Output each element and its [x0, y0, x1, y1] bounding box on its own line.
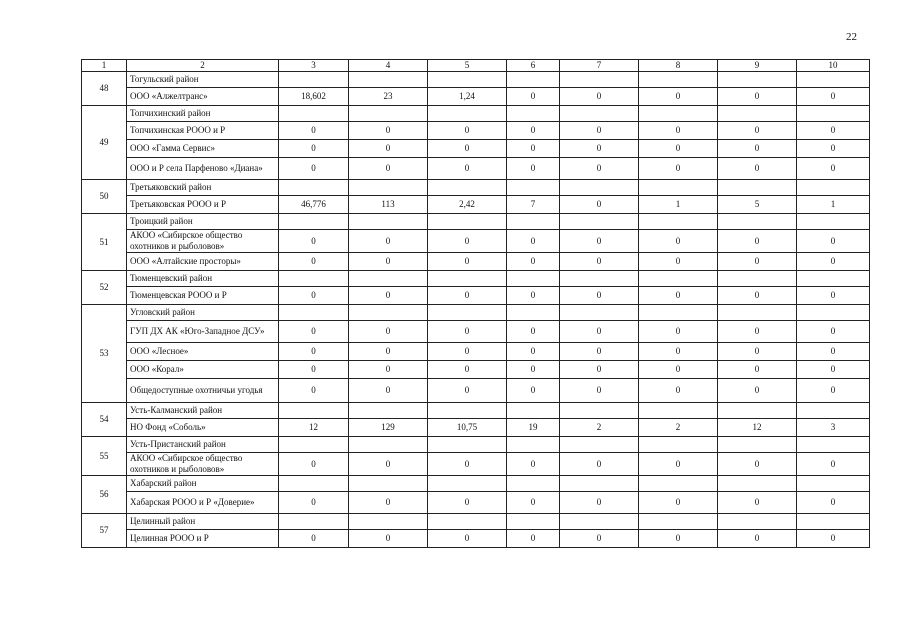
value-cell: 0: [507, 140, 560, 158]
table-row: [82, 343, 870, 361]
value-cell: 3: [797, 419, 870, 437]
empty-cell: [349, 403, 428, 419]
value-cell: 0: [428, 379, 507, 403]
organization-name: ООО и Р села Парфеново «Диана»: [127, 158, 279, 180]
value-cell: 0: [718, 492, 797, 514]
value-cell: 0: [639, 379, 718, 403]
value-cell: 0: [279, 379, 349, 403]
table-body: [82, 72, 870, 548]
empty-cell: [279, 106, 349, 122]
empty-cell: [279, 214, 349, 230]
value-cell: 0: [560, 230, 639, 253]
value-cell: 0: [507, 287, 560, 305]
value-cell: 0: [507, 343, 560, 361]
empty-cell: [349, 271, 428, 287]
value-cell: 0: [279, 453, 349, 476]
empty-cell: [639, 476, 718, 492]
row-number: 57: [82, 514, 127, 548]
empty-cell: [279, 180, 349, 196]
value-cell: 0: [349, 158, 428, 180]
empty-cell: [718, 476, 797, 492]
value-cell: 1: [797, 196, 870, 214]
value-cell: 0: [639, 343, 718, 361]
table-row: [82, 453, 870, 476]
value-cell: 0: [560, 88, 639, 106]
value-cell: 0: [718, 287, 797, 305]
empty-cell: [279, 305, 349, 321]
table-row: [82, 361, 870, 379]
value-cell: 129: [349, 419, 428, 437]
table-row: [82, 230, 870, 253]
empty-cell: [797, 214, 870, 230]
value-cell: 12: [718, 419, 797, 437]
value-cell: 0: [639, 253, 718, 271]
empty-cell: [507, 403, 560, 419]
value-cell: 1: [639, 196, 718, 214]
value-cell: 0: [428, 253, 507, 271]
value-cell: 0: [797, 361, 870, 379]
value-cell: 0: [797, 492, 870, 514]
value-cell: 0: [797, 321, 870, 343]
column-header: 10: [797, 60, 870, 72]
district-name: Третьяковский район: [127, 180, 279, 196]
value-cell: 0: [349, 287, 428, 305]
value-cell: 10,75: [428, 419, 507, 437]
value-cell: 0: [560, 492, 639, 514]
empty-cell: [560, 403, 639, 419]
value-cell: 0: [718, 321, 797, 343]
empty-cell: [797, 476, 870, 492]
empty-cell: [560, 476, 639, 492]
empty-cell: [279, 403, 349, 419]
value-cell: 0: [718, 361, 797, 379]
district-row: [82, 271, 870, 287]
value-cell: 5: [718, 196, 797, 214]
empty-cell: [639, 271, 718, 287]
value-cell: 2,42: [428, 196, 507, 214]
value-cell: 19: [507, 419, 560, 437]
value-cell: 0: [507, 453, 560, 476]
table-row: [82, 321, 870, 343]
value-cell: 0: [507, 321, 560, 343]
value-cell: 0: [428, 321, 507, 343]
empty-cell: [349, 180, 428, 196]
empty-cell: [718, 305, 797, 321]
value-cell: 0: [718, 379, 797, 403]
value-cell: 0: [797, 230, 870, 253]
value-cell: 0: [560, 530, 639, 548]
organization-name: Хабарская РООО и Р «Доверие»: [127, 492, 279, 514]
empty-cell: [797, 271, 870, 287]
row-number: 53: [82, 305, 127, 403]
value-cell: 0: [349, 379, 428, 403]
district-row: [82, 72, 870, 88]
value-cell: 0: [718, 158, 797, 180]
district-row: [82, 476, 870, 492]
value-cell: 0: [349, 530, 428, 548]
empty-cell: [279, 437, 349, 453]
value-cell: 0: [718, 122, 797, 140]
value-cell: 2: [639, 419, 718, 437]
district-name: Топчихинский район: [127, 106, 279, 122]
empty-cell: [718, 514, 797, 530]
empty-cell: [797, 106, 870, 122]
value-cell: 0: [797, 88, 870, 106]
empty-cell: [639, 72, 718, 88]
empty-cell: [560, 271, 639, 287]
empty-cell: [507, 437, 560, 453]
value-cell: 0: [560, 379, 639, 403]
empty-cell: [718, 437, 797, 453]
empty-cell: [560, 72, 639, 88]
value-cell: 0: [507, 122, 560, 140]
value-cell: 0: [349, 492, 428, 514]
empty-cell: [507, 514, 560, 530]
empty-cell: [507, 106, 560, 122]
value-cell: 0: [639, 287, 718, 305]
value-cell: 0: [797, 343, 870, 361]
organization-name: ГУП ДХ АК «Юго-Западное ДСУ»: [127, 321, 279, 343]
empty-cell: [279, 72, 349, 88]
row-number: 52: [82, 271, 127, 305]
table-row: [82, 196, 870, 214]
row-number: 48: [82, 72, 127, 106]
empty-cell: [639, 305, 718, 321]
table-row: [82, 140, 870, 158]
value-cell: 0: [639, 321, 718, 343]
table-row: [82, 122, 870, 140]
value-cell: 0: [507, 88, 560, 106]
value-cell: 0: [507, 158, 560, 180]
value-cell: 0: [639, 230, 718, 253]
value-cell: 0: [560, 453, 639, 476]
value-cell: 0: [279, 140, 349, 158]
value-cell: 113: [349, 196, 428, 214]
district-row: [82, 180, 870, 196]
empty-cell: [797, 180, 870, 196]
value-cell: 0: [718, 530, 797, 548]
value-cell: 0: [560, 158, 639, 180]
value-cell: 0: [639, 122, 718, 140]
empty-cell: [639, 403, 718, 419]
value-cell: 0: [428, 287, 507, 305]
organization-name: Тюменцевская РООО и Р: [127, 287, 279, 305]
value-cell: 0: [639, 158, 718, 180]
value-cell: 0: [428, 343, 507, 361]
empty-cell: [349, 72, 428, 88]
empty-cell: [507, 305, 560, 321]
value-cell: 0: [560, 122, 639, 140]
empty-cell: [639, 437, 718, 453]
empty-cell: [428, 214, 507, 230]
value-cell: 0: [560, 140, 639, 158]
empty-cell: [718, 106, 797, 122]
value-cell: 0: [639, 88, 718, 106]
empty-cell: [349, 476, 428, 492]
value-cell: 0: [279, 158, 349, 180]
value-cell: 2: [560, 419, 639, 437]
value-cell: 0: [507, 253, 560, 271]
value-cell: 0: [797, 530, 870, 548]
column-header: 4: [349, 60, 428, 72]
district-row: [82, 437, 870, 453]
value-cell: 12: [279, 419, 349, 437]
value-cell: 46,776: [279, 196, 349, 214]
table-row: [82, 530, 870, 548]
value-cell: 0: [279, 530, 349, 548]
empty-cell: [428, 403, 507, 419]
value-cell: 0: [797, 122, 870, 140]
empty-cell: [428, 271, 507, 287]
organization-name: ООО «Лесное»: [127, 343, 279, 361]
empty-cell: [349, 106, 428, 122]
empty-cell: [349, 514, 428, 530]
table-row: [82, 158, 870, 180]
empty-cell: [797, 305, 870, 321]
empty-cell: [797, 437, 870, 453]
value-cell: 0: [279, 122, 349, 140]
district-row: [82, 106, 870, 122]
district-row: [82, 514, 870, 530]
empty-cell: [718, 72, 797, 88]
value-cell: 0: [349, 230, 428, 253]
row-number: 49: [82, 106, 127, 180]
column-header: 2: [127, 60, 279, 72]
value-cell: 0: [349, 453, 428, 476]
empty-cell: [349, 437, 428, 453]
column-header-row: [82, 60, 870, 72]
empty-cell: [639, 214, 718, 230]
value-cell: 0: [279, 253, 349, 271]
value-cell: 0: [428, 140, 507, 158]
value-cell: 0: [507, 230, 560, 253]
value-cell: 7: [507, 196, 560, 214]
empty-cell: [428, 180, 507, 196]
value-cell: 0: [349, 253, 428, 271]
empty-cell: [718, 403, 797, 419]
empty-cell: [560, 514, 639, 530]
value-cell: 0: [560, 253, 639, 271]
organization-name: ООО «Корал»: [127, 361, 279, 379]
empty-cell: [507, 180, 560, 196]
empty-cell: [797, 514, 870, 530]
empty-cell: [428, 106, 507, 122]
empty-cell: [797, 403, 870, 419]
empty-cell: [428, 72, 507, 88]
value-cell: 0: [507, 361, 560, 379]
empty-cell: [279, 271, 349, 287]
table-row: [82, 287, 870, 305]
value-cell: 0: [279, 230, 349, 253]
empty-cell: [349, 305, 428, 321]
value-cell: 0: [560, 361, 639, 379]
value-cell: 0: [428, 230, 507, 253]
value-cell: 0: [279, 321, 349, 343]
empty-cell: [279, 476, 349, 492]
value-cell: 0: [507, 379, 560, 403]
empty-cell: [428, 437, 507, 453]
district-name: Усть-Калманский район: [127, 403, 279, 419]
value-cell: 0: [349, 361, 428, 379]
value-cell: 0: [797, 158, 870, 180]
value-cell: 0: [718, 253, 797, 271]
value-cell: 0: [797, 453, 870, 476]
value-cell: 0: [718, 88, 797, 106]
row-number: 50: [82, 180, 127, 214]
empty-cell: [718, 271, 797, 287]
value-cell: 0: [560, 343, 639, 361]
empty-cell: [349, 214, 428, 230]
organization-name: Общедоступные охотничьи угодья: [127, 379, 279, 403]
empty-cell: [639, 514, 718, 530]
empty-cell: [507, 72, 560, 88]
value-cell: 0: [428, 453, 507, 476]
value-cell: 0: [560, 196, 639, 214]
empty-cell: [560, 106, 639, 122]
empty-cell: [279, 514, 349, 530]
empty-cell: [560, 305, 639, 321]
organization-name: ООО «Гамма Сервис»: [127, 140, 279, 158]
district-name: Усть-Пристанский район: [127, 437, 279, 453]
empty-cell: [428, 305, 507, 321]
empty-cell: [718, 180, 797, 196]
value-cell: 0: [507, 530, 560, 548]
empty-cell: [639, 106, 718, 122]
empty-cell: [797, 72, 870, 88]
empty-cell: [560, 214, 639, 230]
value-cell: 0: [279, 343, 349, 361]
district-name: Троицкий район: [127, 214, 279, 230]
table-row: [82, 492, 870, 514]
value-cell: 0: [639, 361, 718, 379]
column-header: 3: [279, 60, 349, 72]
empty-cell: [639, 180, 718, 196]
column-header: 8: [639, 60, 718, 72]
value-cell: 18,602: [279, 88, 349, 106]
organization-name: НО Фонд «Соболь»: [127, 419, 279, 437]
value-cell: 1,24: [428, 88, 507, 106]
value-cell: 0: [428, 122, 507, 140]
value-cell: 0: [639, 492, 718, 514]
value-cell: 0: [639, 140, 718, 158]
value-cell: 0: [797, 140, 870, 158]
value-cell: 0: [718, 453, 797, 476]
organization-name: ООО «Алтайские просторы»: [127, 253, 279, 271]
table-row: [82, 419, 870, 437]
value-cell: 0: [718, 343, 797, 361]
value-cell: 0: [349, 321, 428, 343]
value-cell: 0: [279, 361, 349, 379]
value-cell: 0: [428, 530, 507, 548]
empty-cell: [507, 214, 560, 230]
table-row: [82, 379, 870, 403]
value-cell: 0: [507, 492, 560, 514]
column-header: 5: [428, 60, 507, 72]
column-header: 1: [82, 60, 127, 72]
value-cell: 0: [428, 361, 507, 379]
empty-cell: [507, 271, 560, 287]
value-cell: 0: [639, 453, 718, 476]
row-number: 54: [82, 403, 127, 437]
value-cell: 0: [349, 343, 428, 361]
column-header: 9: [718, 60, 797, 72]
value-cell: 0: [279, 287, 349, 305]
district-name: Хабарский район: [127, 476, 279, 492]
row-number: 56: [82, 476, 127, 514]
value-cell: 0: [560, 287, 639, 305]
value-cell: 0: [797, 379, 870, 403]
value-cell: 0: [718, 230, 797, 253]
column-header: 6: [507, 60, 560, 72]
district-name: Угловский район: [127, 305, 279, 321]
data-table: [81, 59, 870, 548]
value-cell: 0: [797, 287, 870, 305]
empty-cell: [560, 437, 639, 453]
empty-cell: [718, 214, 797, 230]
empty-cell: [507, 476, 560, 492]
table-row: [82, 88, 870, 106]
district-name: Целинный район: [127, 514, 279, 530]
value-cell: 0: [279, 492, 349, 514]
table-row: [82, 253, 870, 271]
value-cell: 0: [639, 530, 718, 548]
district-row: [82, 305, 870, 321]
district-row: [82, 403, 870, 419]
district-row: [82, 214, 870, 230]
row-number: 51: [82, 214, 127, 271]
column-header: 7: [560, 60, 639, 72]
district-name: Тогульский район: [127, 72, 279, 88]
value-cell: 0: [428, 492, 507, 514]
row-number: 55: [82, 437, 127, 476]
value-cell: 0: [560, 321, 639, 343]
organization-name: АКОО «Сибирское общество охотников и рыболовов»: [127, 230, 279, 253]
value-cell: 0: [428, 158, 507, 180]
district-name: Тюменцевский район: [127, 271, 279, 287]
page-number: 22: [846, 31, 857, 43]
organization-name: Топчихинская РООО и Р: [127, 122, 279, 140]
empty-cell: [560, 180, 639, 196]
organization-name: Целинная РООО и Р: [127, 530, 279, 548]
value-cell: 0: [349, 122, 428, 140]
organization-name: ООО «Алжелтранс»: [127, 88, 279, 106]
value-cell: 0: [349, 140, 428, 158]
value-cell: 0: [718, 140, 797, 158]
value-cell: 0: [797, 253, 870, 271]
organization-name: Третьяковская РООО и Р: [127, 196, 279, 214]
organization-name: АКОО «Сибирское общество охотников и рыболовов»: [127, 453, 279, 476]
empty-cell: [428, 514, 507, 530]
empty-cell: [428, 476, 507, 492]
value-cell: 23: [349, 88, 428, 106]
